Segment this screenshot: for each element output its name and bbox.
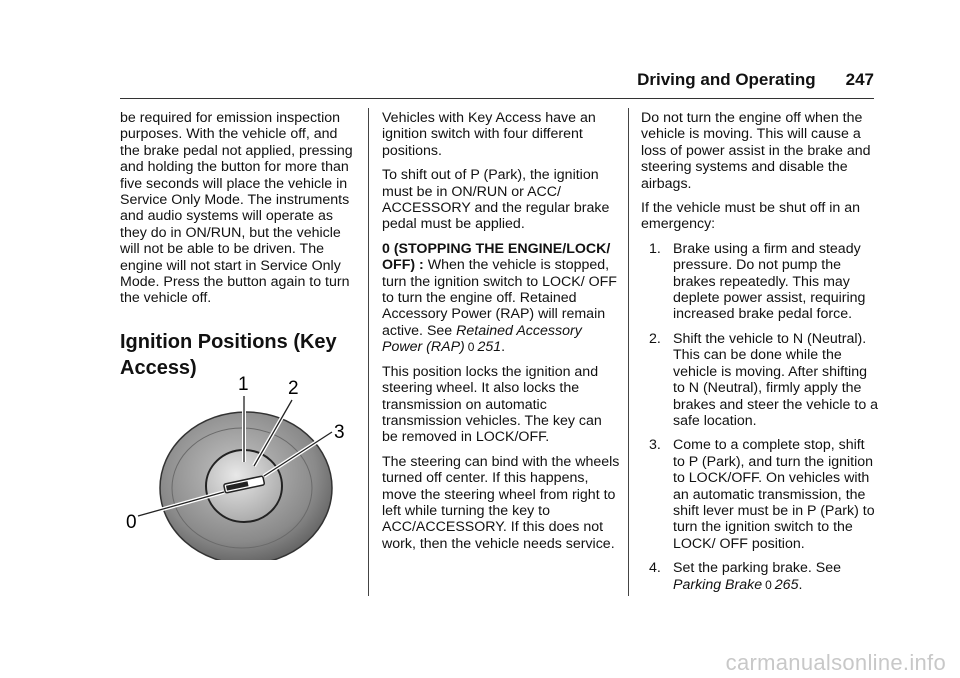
- step-text: Come to a complete stop, shift to P (Park), and turn the ignition to LOCK/OFF. On vehicles with an automatic transmission, the shift lever must be in P (Park) to turn the ignition switch to the LOCK/ OFF position.: [673, 437, 875, 552]
- paragraph: Vehicles with Key Access have an ignition switch with four different positions.: [382, 110, 596, 159]
- column-2: [382, 110, 620, 560]
- step-text: Brake using a firm and steady pressure. Do not pump the brakes repeatedly. This may deplete power assist, requiring increased brake pedal force.: [673, 240, 866, 323]
- paragraph: If the vehicle must be shut off in an emergency:: [641, 200, 860, 233]
- page-ref-icon: 0: [765, 577, 772, 592]
- step-text: Shift the vehicle to N (Neutral). This can be done while the vehicle is moving. After shifting to N (Neutral), firmly apply the brakes and steer the vehicle to a safe location.: [673, 330, 879, 429]
- term-label: 0 (STOPPING THE ENGINE/LOCK/ OFF) :: [382, 240, 611, 274]
- header-rule: [120, 98, 874, 99]
- paragraph: This position locks the ignition and steering wheel. It also locks the transmission on automatic transmission vehicles. The key can be removed in LOCK/OFF.: [382, 363, 602, 446]
- heading-line: Ignition Positions (Key: [120, 330, 337, 353]
- step-number: 4.: [649, 560, 661, 577]
- list-item: [649, 241, 879, 323]
- paragraph-text: When the vehicle is stopped, turn the ignition switch to LOCK/ OFF to turn the engine off. Retained Accessory Power (RAP) will remain active. See: [382, 257, 617, 339]
- page-number: 247: [845, 70, 874, 89]
- column-divider: [368, 108, 369, 596]
- paragraph: The steering can bind with the wheels turned off center. If this happens, move the steering wheel from right to left while turning the key to ACC/ACCESSORY. If this does not work, then the vehicle needs service.: [382, 453, 620, 552]
- position-label-1: 1: [238, 374, 249, 395]
- page-header: [0, 70, 874, 90]
- list-item: [649, 331, 879, 429]
- punctuation: .: [501, 339, 506, 356]
- section-title: Driving and Operating: [637, 70, 816, 89]
- paragraph: [382, 241, 620, 356]
- position-label-0: 0: [126, 512, 137, 533]
- heading-line: Access): [120, 356, 197, 379]
- step-number: 3.: [649, 437, 661, 454]
- list-item: [649, 560, 879, 593]
- ignition-diagram: [116, 366, 360, 560]
- watermark-text: carmanualsonline.info: [725, 650, 946, 675]
- paragraph: Do not turn the engine off when the vehicle is moving. This will cause a loss of power assist in the brake and steering systems and disable the airbags.: [641, 110, 871, 192]
- list-item: [649, 437, 879, 552]
- position-label-2: 2: [288, 378, 299, 399]
- page-ref-number[interactable]: 251: [477, 339, 502, 356]
- column-3: [641, 110, 879, 601]
- step-number: 2.: [649, 330, 661, 347]
- paragraph: be required for emission inspection purposes. With the vehicle off, and the brake pedal not applied, pressing and holding the button for more than five seconds will place the vehicle in Service Only Mode. The instruments and audio systems will operate as they do in ON/RUN, but the vehicle will not be able to be driven. The engine will not start in Service Only Mode. Press the button again to turn the vehicle off.: [120, 110, 353, 307]
- page-ref-icon: 0: [467, 340, 475, 355]
- ignition-switch-illustration: [116, 366, 360, 560]
- column-1: [120, 110, 358, 381]
- watermark: [0, 650, 960, 676]
- paragraph: To shift out of P (Park), the ignition must be in ON/RUN or ACC/ ACCESSORY and the regular brake pedal must be applied.: [382, 167, 610, 233]
- step-number: 1.: [649, 240, 661, 257]
- punctuation: .: [798, 576, 803, 593]
- cross-reference-link[interactable]: Retained Accessory Power (RAP): [382, 322, 582, 356]
- step-text: Set the parking brake. See: [673, 560, 841, 577]
- emergency-steps-list: [641, 241, 879, 593]
- cross-reference-link[interactable]: Parking Brake: [673, 576, 763, 593]
- column-divider: [628, 108, 629, 596]
- position-label-3: 3: [334, 422, 345, 443]
- page-ref-number[interactable]: 265: [774, 576, 799, 593]
